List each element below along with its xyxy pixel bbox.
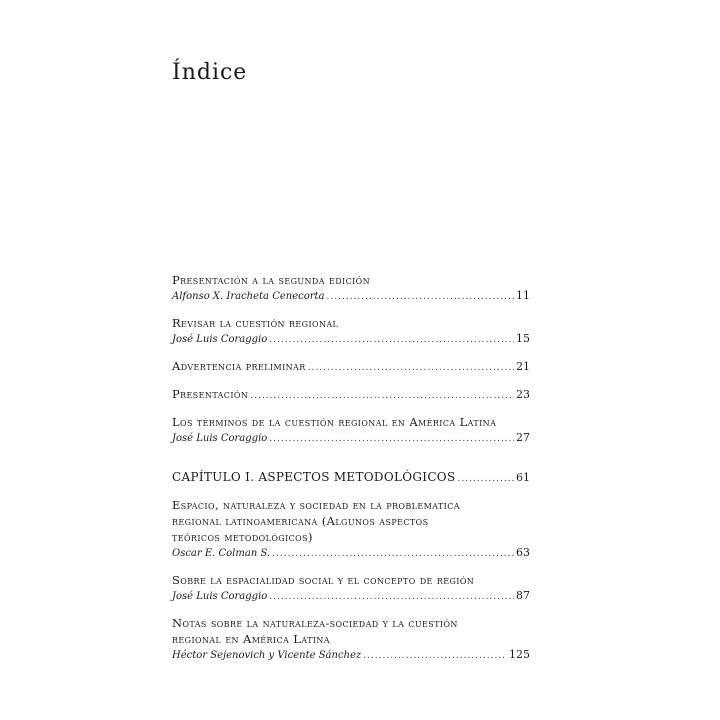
toc-entry <box>172 414 530 447</box>
entry-author-row <box>172 331 530 348</box>
entry-page-number: 125 <box>509 648 530 661</box>
entry-title-row <box>172 386 530 404</box>
entry-author: Alfonso X. Iracheta Cenecorta <box>172 291 325 302</box>
dot-leader <box>269 589 514 605</box>
dot-leader <box>457 471 514 487</box>
entry-title: Presentación <box>172 387 249 401</box>
toc-chapter-entry <box>172 469 530 487</box>
entry-page-number: 61 <box>516 471 530 484</box>
entry-author-row <box>172 288 530 305</box>
entry-page-number: 21 <box>516 360 530 373</box>
entry-page-number: 87 <box>516 589 530 602</box>
dot-leader <box>269 332 514 348</box>
entry-title: Los términos de la cuestión regional en América Latina <box>172 415 497 429</box>
entry-author-row <box>172 647 530 664</box>
dot-leader <box>327 289 514 305</box>
page-title: Índice <box>172 60 248 85</box>
entry-page-number: 63 <box>516 546 530 559</box>
toc-entry <box>172 386 530 404</box>
dot-leader <box>250 388 514 404</box>
toc-entry <box>172 572 530 605</box>
toc-entry <box>172 615 530 664</box>
dot-leader <box>308 360 514 376</box>
dot-leader <box>272 546 514 562</box>
entry-title-line: regional latinoamericana (Algunos aspectos <box>172 514 429 528</box>
entry-title-line: Notas sobre la naturaleza-sociedad y la cuestión <box>172 616 458 630</box>
table-of-contents <box>172 272 530 674</box>
entry-title-line: Espacio, naturaleza y sociedad en la problematica <box>172 498 460 512</box>
entry-title: Revisar la cuestión regional <box>172 316 339 330</box>
toc-entry <box>172 358 530 376</box>
chapter-title: CAPÍTULO I. ASPECTOS METODOLÓGICOS <box>172 470 456 484</box>
entry-title-line: teóricos metodológicos) <box>172 530 313 544</box>
entry-author-row <box>172 430 530 447</box>
entry-page-number: 15 <box>516 332 530 345</box>
entry-title-row <box>172 469 530 487</box>
entry-page-number: 23 <box>516 388 530 401</box>
entry-title: Advertencia preliminar <box>172 359 306 373</box>
entry-author: Oscar E. Colman S. <box>172 548 271 559</box>
entry-title-row <box>172 358 530 376</box>
entry-author: José Luis Coraggio <box>172 334 268 345</box>
toc-entry <box>172 272 530 305</box>
toc-entry <box>172 497 530 562</box>
toc-entry <box>172 315 530 348</box>
entry-author: José Luis Coraggio <box>172 433 268 444</box>
entry-title: Sobre la espacialidad social y el concepto de región <box>172 573 475 587</box>
entry-author: Héctor Sejenovich y Vicente Sánchez <box>172 650 362 661</box>
entry-page-number: 11 <box>516 289 530 302</box>
entry-author-row <box>172 545 530 562</box>
entry-page-number: 27 <box>516 431 530 444</box>
entry-title: Presentación a la segunda edición <box>172 273 371 287</box>
entry-title-line: regional en América Latina <box>172 632 330 646</box>
dot-leader <box>363 648 507 664</box>
dot-leader <box>269 431 514 447</box>
entry-author: José Luis Coraggio <box>172 591 268 602</box>
entry-author-row <box>172 588 530 605</box>
